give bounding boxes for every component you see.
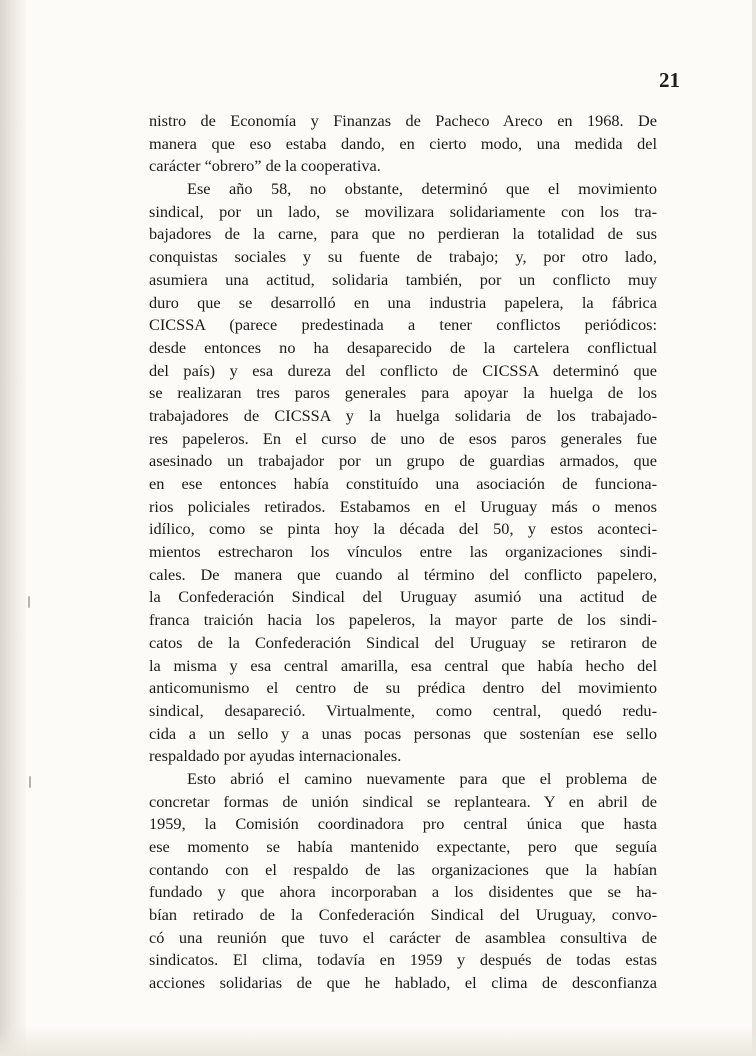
text-line: respaldado por ayudas internacionales. xyxy=(149,746,402,766)
text-line: sindical, desapareció. Virtualmente, como central, quedó redu- xyxy=(149,700,657,720)
text-line: Ese año 58, no obstante, determinó que el movimiento xyxy=(187,179,657,199)
page-number: 21 xyxy=(659,68,680,92)
text-line: bajadores de la carne, para que no perdieran la totalidad de sus xyxy=(149,224,657,244)
text-line: cales. De manera que cuando al término del conflicto papelero, xyxy=(149,564,657,584)
text-line: anticomunismo el centro de su prédica dentro del movimiento xyxy=(149,678,657,698)
text-line: conquistas sociales y su fuente de trabajo; y, por otro lado, xyxy=(149,247,657,267)
text-line: duro que se desarrolló en una industria papelera, la fábrica xyxy=(149,292,657,312)
text-line: la misma y esa central amarilla, esa central que había hecho del xyxy=(149,655,657,675)
text-line: contando con el respaldo de las organizaciones que la habían xyxy=(149,859,657,879)
text-line: del país) y esa dureza del conflicto de CICSSA determinó que xyxy=(149,360,657,380)
text-line: sindical, por un lado, se movilizara solidariamente con los tra- xyxy=(149,201,657,221)
text-line: res papeleros. En el curso de uno de esos paros generales fue xyxy=(149,428,657,448)
text-line: en ese entonces había constituído una asociación de funciona- xyxy=(149,474,657,493)
text-line: CICSSA (parece predestinada a tener conflictos periódicos: xyxy=(149,315,657,335)
page-bottom-wear xyxy=(0,1026,756,1056)
text-line: cida a un sello y a unas pocas personas que sostenían ese sello xyxy=(149,723,657,743)
text-line: bían retirado de la Confederación Sindical del Uruguay, convo- xyxy=(149,905,657,925)
margin-mark xyxy=(28,596,30,608)
text-line: concretar formas de unión sindical se replanteara. Y en abril de xyxy=(149,791,657,811)
text-line: franca traición hacia los papeleros, la mayor parte de los sindi- xyxy=(149,610,657,630)
margin-mark xyxy=(29,776,31,788)
text-line: mientos estrecharon los vínculos entre las organizaciones sindi- xyxy=(149,542,657,562)
text-line: sindicatos. El clima, todavía en 1959 y después de todas estas xyxy=(149,950,657,970)
text-line: ese momento se había mantenido expectante, pero que seguía xyxy=(149,837,657,856)
text-line: la Confederación Sindical del Uruguay asumió una actitud de xyxy=(149,587,657,607)
text-line: asumiera una actitud, solidaria también, por un conflicto muy xyxy=(149,269,657,289)
text-line: fundado y que ahora incorporaban a los disidentes que se ha- xyxy=(149,882,657,902)
text-line: 1959, la Comisión coordinadora pro central única que hasta xyxy=(149,814,657,834)
text-line: se realizaran tres paros generales para apoyar la huelga de los xyxy=(149,383,657,403)
text-line: asesinado un trabajador por un grupo de guardias armados, que xyxy=(149,451,657,471)
text-line: manera que eso estaba dando, en cierto modo, una medida del xyxy=(149,133,657,153)
text-line: carácter “obrero” de la cooperativa. xyxy=(149,156,381,176)
text-line: idílico, como se pinta hoy la década del 50, y estos aconteci- xyxy=(149,519,657,539)
text-line: desde entonces no ha desaparecido de la cartelera conflictual xyxy=(149,337,657,357)
body-text xyxy=(149,110,657,995)
text-line: catos de la Confederación Sindical del Uruguay se retiraron de xyxy=(149,632,657,652)
text-line: trabajadores de CICSSA y la huelga solidaria de los trabajado- xyxy=(149,405,657,425)
page-edge xyxy=(752,0,756,1056)
text-line: nistro de Economía y Finanzas de Pacheco Areco en 1968. De xyxy=(149,111,657,130)
text-line: rios policiales retirados. Estabamos en el Uruguay más o menos xyxy=(149,496,657,516)
text-line: Esto abrió el camino nuevamente para que el problema de xyxy=(187,768,657,788)
text-line: có una reunión que tuvo el carácter de asamblea consultiva de xyxy=(149,927,657,947)
text-line: acciones solidarias de que he hablado, el clima de desconfianza xyxy=(149,973,657,993)
spine-shadow xyxy=(0,0,26,1056)
